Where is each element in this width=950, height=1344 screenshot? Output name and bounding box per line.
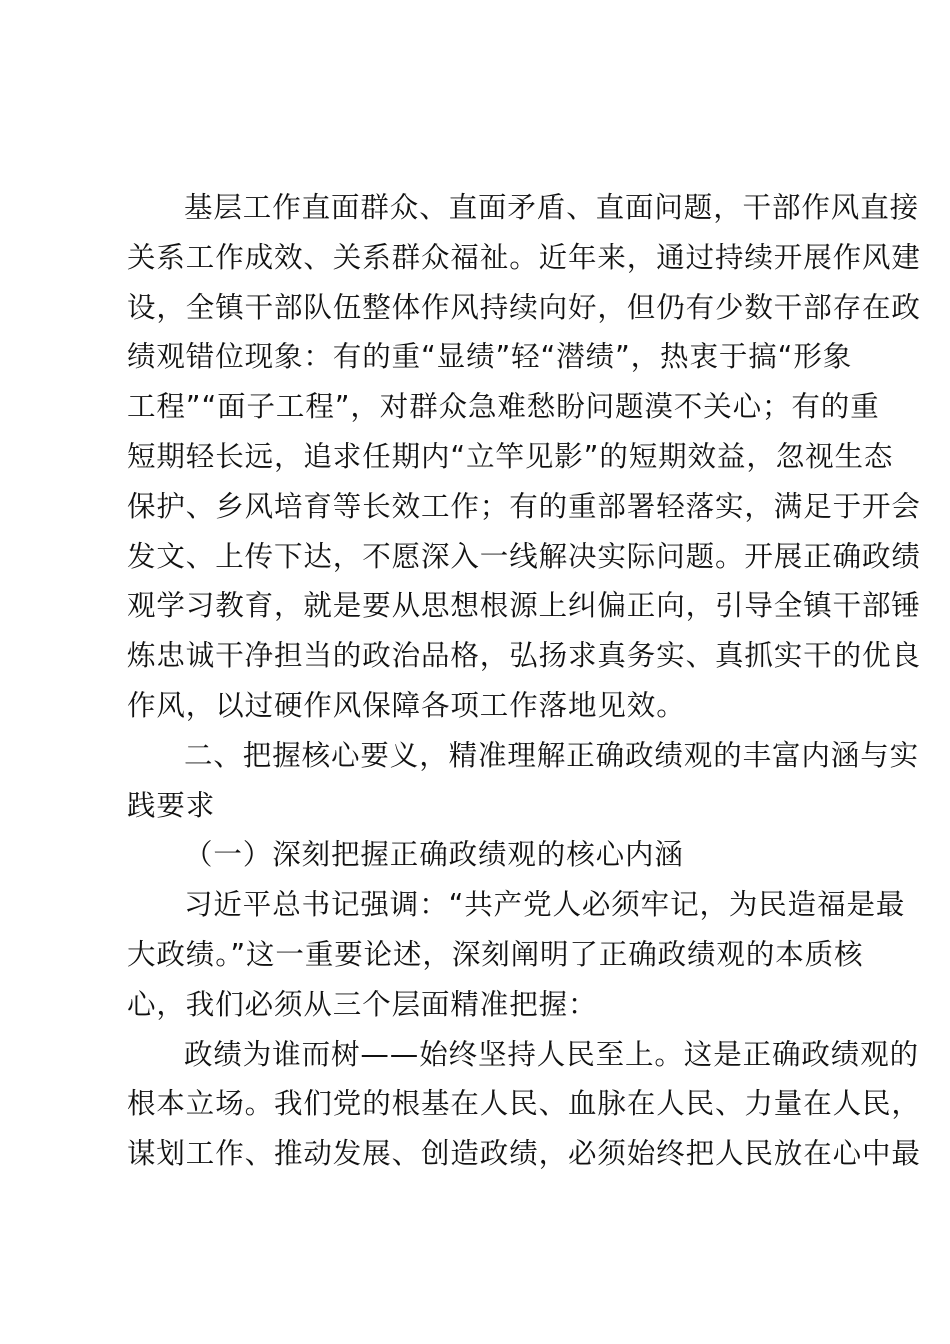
text-line: 设，全镇干部队伍整体作风持续向好，但仍有少数干部存在政 <box>127 290 921 324</box>
text-line: 保护、乡风培育等长效工作；有的重部署轻落实，满足于开会 <box>127 489 921 523</box>
text-line: 习近平总书记强调：“共产党人必须牢记，为民造福是最 <box>184 888 906 922</box>
subsection-heading-1 <box>127 830 833 880</box>
document-page <box>127 183 921 1179</box>
text-line: 工程”“面子工程”，对群众急难愁盼问题漠不关心；有的重 <box>127 390 880 424</box>
paragraph-quote <box>127 880 906 1029</box>
text-line: 观学习教育，就是要从思想根源上纠偏正向，引导全镇干部锤 <box>127 589 921 623</box>
heading-line: （一）深刻把握正确政绩观的核心内涵 <box>184 838 684 872</box>
heading-line: 践要求 <box>127 788 216 822</box>
section-heading-2 <box>127 731 920 831</box>
text-line: 发文、上传下达，不愿深入一线解决实际问题。开展正确政绩 <box>127 539 921 573</box>
text-line: 心，我们必须从三个层面精准把握： <box>127 987 598 1021</box>
text-line: 根本立场。我们党的根基在人民、血脉在人民、力量在人民， <box>127 1087 921 1121</box>
paragraph-people-first <box>127 1030 921 1179</box>
text-line: 炼忠诚干净担当的政治品格，弘扬求真务实、真抓实干的优良 <box>127 639 921 673</box>
text-line: 基层工作直面群众、直面矛盾、直面问题，干部作风直接 <box>184 191 920 224</box>
text-line: 大政绩。”这一重要论述，深刻阐明了正确政绩观的本质核 <box>127 937 864 971</box>
text-line: 短期轻长远，追求任期内“立竿见影”的短期效益，忽视生态 <box>127 439 894 473</box>
text-line: 作风，以过硬作风保障各项工作落地见效。 <box>127 688 686 722</box>
text-line: 绩观错位现象：有的重“显绩”轻“潜绩”，热衷于搞“形象 <box>127 340 853 374</box>
text-line: 政绩为谁而树——始终坚持人民至上。这是正确政绩观的 <box>184 1037 920 1071</box>
text-line: 关系工作成效、关系群众福祉。近年来，通过持续开展作风建 <box>127 240 921 274</box>
text-line: 谋划工作、推动发展、创造政绩，必须始终把人民放在心中最 <box>127 1137 921 1171</box>
heading-line: 二、把握核心要义，精准理解正确政绩观的丰富内涵与实 <box>184 738 920 772</box>
paragraph-work-style-problems <box>127 183 921 731</box>
